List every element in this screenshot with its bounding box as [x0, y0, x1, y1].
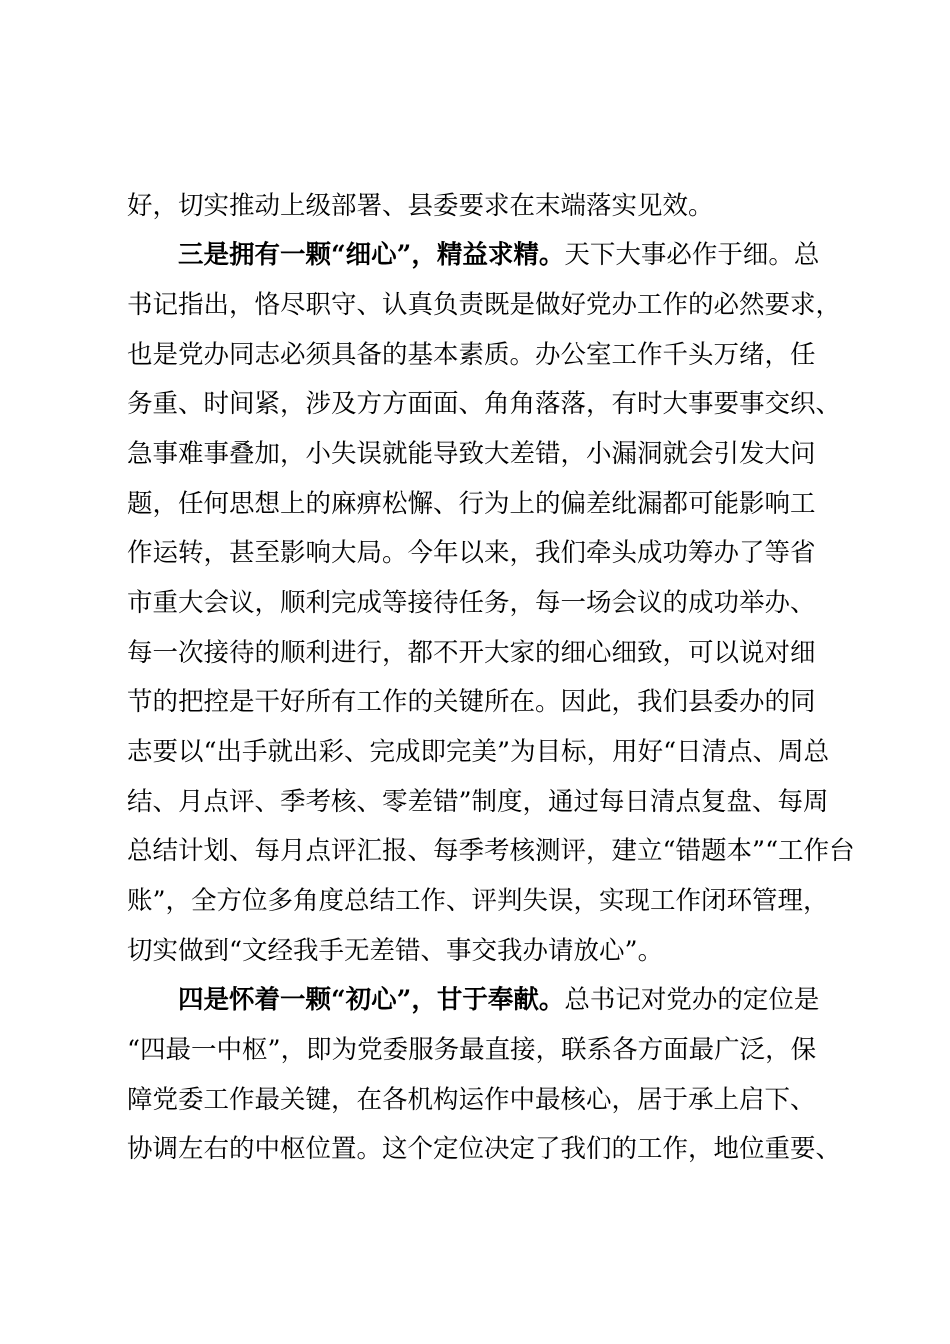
text-line: 每一次接待的顺利进行，都不开大家的细心细致，可以说对细	[127, 638, 816, 668]
text-line: 总结计划、每月点评汇报、每季考核测评，建立“错题本”“工作台	[127, 836, 855, 866]
text-line: 障党委工作最关键，在各机构运作中最核心，居于承上启下、	[127, 1085, 816, 1115]
paragraph-three-first-line	[178, 238, 848, 272]
text-line: “四最一中枢”，即为党委服务最直接，联系各方面最广泛，保	[127, 1035, 817, 1065]
text-line: 也是党办同志必须具备的基本素质。办公室工作千头万绪，任	[127, 340, 816, 370]
text-line: 题，任何思想上的麻痹松懈、行为上的偏差纰漏都可能影响工	[127, 489, 816, 519]
text-line: 志要以“出手就出彩、完成即完美”为目标，用好“日清点、周总	[127, 737, 830, 767]
text-line: 作运转，甚至影响大局。今年以来，我们牵头成功筹办了等省	[127, 538, 816, 568]
text-line: 结、月点评、季考核、零差错”制度，通过每日清点复盘、每周	[127, 787, 829, 817]
paragraph-heading: 四是怀着一颗“初心”，甘于奉献。	[178, 985, 565, 1015]
paragraph-text: 总书记对党办的定位是	[564, 985, 820, 1015]
text-line: 市重大会议，顺利完成等接待任务，每一场会议的成功举办、	[127, 588, 816, 618]
paragraph-heading: 三是拥有一颗“细心”，精益求精。	[178, 240, 565, 270]
text-line: 切实做到“文经我手无差错、事交我办请放心”。	[127, 936, 664, 966]
paragraph-text: 天下大事必作于细。总	[564, 240, 820, 270]
paragraph-four-first-line	[178, 983, 848, 1017]
text-line: 务重、时间紧，涉及方方面面、角角落落，有时大事要事交织、	[127, 389, 842, 419]
text-line: 协调左右的中枢位置。这个定位决定了我们的工作，地位重要、	[127, 1134, 842, 1164]
text-line: 书记指出，恪尽职守、认真负责既是做好党办工作的必然要求，	[127, 290, 842, 320]
text-line: 急事难事叠加，小失误就能导致大差错，小漏洞就会引发大问	[127, 439, 816, 469]
text-line: 节的把控是干好所有工作的关键所在。因此，我们县委办的同	[127, 687, 816, 717]
text-line: 账”，全方位多角度总结工作、评判失误，实现工作闭环管理，	[127, 886, 829, 916]
text-line: 好，切实推动上级部署、县委要求在末端落实见效。	[127, 191, 714, 221]
